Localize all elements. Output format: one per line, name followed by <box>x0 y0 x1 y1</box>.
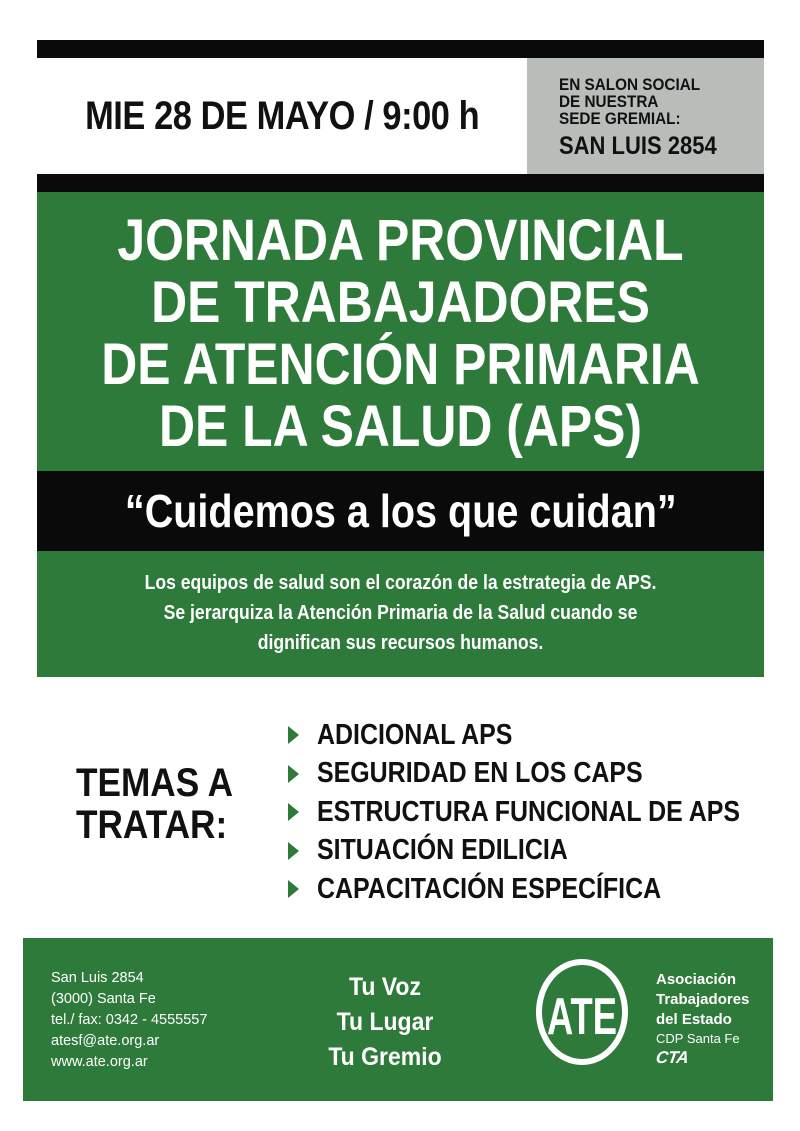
topic-label: ESTRUCTURA FUNCIONAL DE APS <box>317 795 741 828</box>
arrow-right-icon <box>288 726 299 744</box>
divider-black-bar <box>37 174 764 192</box>
mottos <box>305 970 465 1075</box>
description-line: dignifican sus recursos humanos. <box>257 632 544 654</box>
arrow-right-icon <box>288 842 299 860</box>
description-box <box>37 551 764 677</box>
topics-list <box>288 716 768 909</box>
description-line: Los equipos de salud son el corazón de la estrategia de APS. <box>144 572 657 594</box>
contact-email: atesf@ate.org.ar <box>51 1033 160 1049</box>
topics-heading-line-2: TRATAR: <box>76 803 228 847</box>
list-item <box>288 832 768 871</box>
event-title-line: DE ATENCIÓN PRIMARIA <box>101 332 700 397</box>
list-item <box>288 793 768 832</box>
motto-line: Tu Voz <box>349 973 421 1001</box>
contact-city: (3000) Santa Fe <box>51 991 156 1007</box>
event-date: MIE 28 DE MAYO / 9:00 h <box>84 93 480 138</box>
topics-heading <box>76 762 276 846</box>
event-date-section <box>37 58 527 174</box>
venue-line-3: SEDE GREMIAL: <box>559 109 681 128</box>
org-line-2: Trabajadores <box>656 991 750 1008</box>
top-black-bar <box>37 40 764 58</box>
arrow-right-icon <box>288 880 299 898</box>
contact-address: San Luis 2854 <box>51 970 144 986</box>
org-subtitle: CDP Santa Fe <box>656 1031 740 1046</box>
slogan-text: “Cuidemos a los que cuidan” <box>124 485 677 537</box>
cta-logo-text: CTA <box>654 1048 690 1067</box>
description-line: Se jerarquiza la Atención Primaria de la Salud cuando se <box>163 602 638 624</box>
topic-label: ADICIONAL APS <box>317 718 513 751</box>
arrow-right-icon <box>288 765 299 783</box>
motto-line: Tu Gremio <box>328 1043 442 1071</box>
ate-logo-icon <box>533 956 631 1068</box>
topic-label: SITUACIÓN EDILICIA <box>317 834 568 867</box>
venue-box <box>527 58 764 174</box>
contact-info <box>51 968 207 1073</box>
topic-label: SEGURIDAD EN LOS CAPS <box>317 757 643 790</box>
event-title-line: DE LA SALUD (APS) <box>158 394 643 459</box>
motto-line: Tu Lugar <box>336 1008 434 1036</box>
topic-label: CAPACITACIÓN ESPECÍFICA <box>317 872 662 905</box>
slogan-box <box>37 471 764 551</box>
list-item <box>288 870 768 909</box>
event-title-line: JORNADA PROVINCIAL <box>117 208 684 273</box>
org-line-3: del Estado <box>656 1011 732 1028</box>
venue-line-1: EN SALON SOCIAL <box>559 75 701 94</box>
event-title-box <box>37 192 764 471</box>
topics-heading-line-1: TEMAS A <box>76 761 234 805</box>
venue-line-2: DE NUESTRA <box>559 92 659 111</box>
contact-website: www.ate.org.ar <box>51 1054 148 1070</box>
contact-phone: tel./ fax: 0342 - 4555557 <box>51 1012 208 1028</box>
logo-text: ATE <box>547 988 617 1046</box>
event-title-line: DE TRABAJADORES <box>151 270 650 335</box>
organization-name <box>656 970 749 1068</box>
list-item <box>288 755 768 794</box>
arrow-right-icon <box>288 803 299 821</box>
list-item <box>288 716 768 755</box>
venue-address: SAN LUIS 2854 <box>559 132 717 160</box>
org-line-1: Asociación <box>656 971 737 988</box>
footer <box>23 938 773 1101</box>
